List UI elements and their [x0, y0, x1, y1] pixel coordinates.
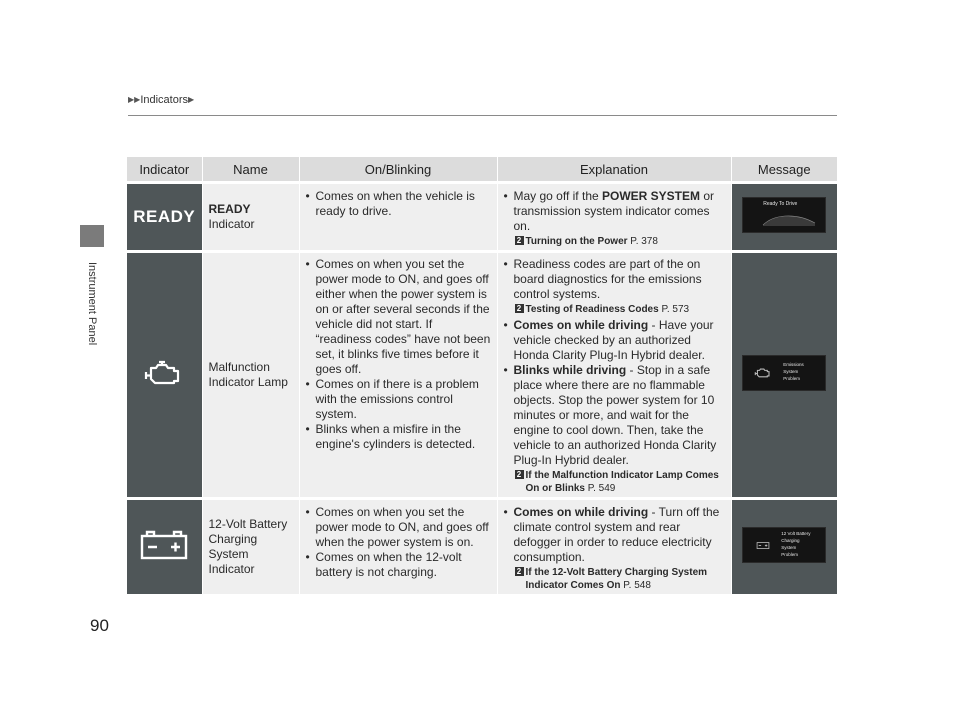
- header-message: Message: [731, 157, 837, 181]
- engine-icon: [143, 359, 185, 387]
- page-number: 90: [90, 616, 109, 635]
- name-rest: Indicator: [208, 217, 255, 231]
- on-blinking-cell: [299, 184, 497, 250]
- name-cell: [202, 184, 299, 250]
- message-line: System: [783, 368, 799, 374]
- list-item: • Readiness codes are part of the on board diagnostics for the emissions control systems.: [502, 257, 727, 302]
- indicator-icon-cell: [127, 253, 202, 497]
- name-cell: [202, 253, 299, 497]
- breadcrumb-arrow-icon: ▶▶: [128, 95, 141, 104]
- list-item: • Comes on when the 12-volt battery is not charging.: [304, 550, 491, 580]
- reference-arrow-icon: 2: [515, 567, 524, 576]
- message-line: Problem: [781, 551, 799, 557]
- message-display: [743, 528, 825, 562]
- name-cell: [202, 500, 299, 594]
- message-line: Emissions: [783, 361, 804, 367]
- list-item: • Blinks when a misfire in the engine's cylinders is detected.: [304, 422, 491, 452]
- section-side-label: Instrument Panel: [86, 262, 98, 346]
- indicator-icon-cell: [127, 500, 202, 594]
- breadcrumb: [128, 94, 194, 106]
- message-line: Charging: [781, 537, 800, 543]
- header-rule: [128, 115, 837, 116]
- page-reference[interactable]: 2 Testing of Readiness Codes P. 573: [502, 303, 727, 316]
- message-line: Problem: [783, 375, 801, 381]
- indicator-table: [127, 157, 837, 594]
- reference-arrow-icon: 2: [515, 236, 524, 245]
- page-reference[interactable]: 2 Turning on the Power P. 378: [502, 235, 727, 248]
- message-cell: [731, 500, 837, 594]
- list-item: • Comes on when the vehicle is ready to drive.: [304, 189, 491, 219]
- name-bold: READY: [208, 202, 251, 216]
- list-item: • Comes on while driving - Turn off the climate control system and rear defogger in order to reduce electricity consumption.: [502, 505, 727, 565]
- table-row: [127, 184, 837, 250]
- message-line: 12 Volt Battery: [781, 530, 811, 536]
- list-item: • Comes on if there is a problem with the emissions control system.: [304, 377, 491, 422]
- breadcrumb-label: Indicators: [140, 94, 189, 106]
- table-row: [127, 500, 837, 594]
- message-text: Ready To Drive: [763, 200, 798, 207]
- header-indicator: Indicator: [127, 157, 202, 181]
- explanation-cell: [497, 253, 731, 497]
- message-display: [743, 356, 825, 390]
- list-item: • Comes on while driving - Have your vehicle checked by an authorized Honda Clarity Plug-In Hybrid dealer.: [502, 318, 727, 363]
- indicator-name: 12-Volt Battery Charging System Indicator: [208, 517, 288, 576]
- header-name: Name: [202, 157, 299, 181]
- reference-arrow-icon: 2: [515, 470, 524, 479]
- on-blinking-cell: [299, 500, 497, 594]
- breadcrumb-arrow-icon: ▶: [188, 95, 195, 104]
- explanation-cell: [497, 500, 731, 594]
- battery-icon: [138, 530, 190, 560]
- ready-indicator-cell: [127, 184, 202, 250]
- table-header-row: [127, 157, 837, 181]
- car-silhouette-icon: [761, 211, 817, 229]
- list-item: • Blinks while driving - Stop in a safe place where there are no flammable objects. Stop the power system for 10 minutes or more, and wait for the engine to cool down. Then, take the vehicle to an authorized Honda Clarity Plug-In Hybrid dealer.: [502, 363, 727, 468]
- header-explanation: Explanation: [497, 157, 731, 181]
- message-line: System: [781, 544, 797, 550]
- list-item: • Comes on when you set the power mode to ON, and goes off when the power system is on.: [304, 505, 491, 550]
- list-item: • Comes on when you set the power mode to ON, and goes off either when the power system is on or after several seconds if the vehicle did not start. If “readiness codes” have not been set, it blinks five times before it goes off.: [304, 257, 491, 377]
- battery-icon: [756, 540, 770, 550]
- engine-icon: [754, 366, 772, 379]
- ready-badge-icon: READY: [133, 207, 196, 226]
- page-reference[interactable]: 2 If the Malfunction Indicator Lamp Comes On or Blinks P. 549: [502, 469, 727, 495]
- list-item: • May go off if the POWER SYSTEM or transmission system indicator comes on.: [502, 189, 727, 234]
- message-cell: [731, 184, 837, 250]
- on-blinking-cell: [299, 253, 497, 497]
- reference-arrow-icon: 2: [515, 304, 524, 313]
- message-cell: [731, 253, 837, 497]
- page-reference[interactable]: 2 If the 12-Volt Battery Charging System Indicator Comes On P. 548: [502, 566, 727, 592]
- message-display: [743, 198, 825, 232]
- section-tab-marker: [80, 225, 104, 247]
- indicator-name: Malfunction Indicator Lamp: [208, 360, 288, 389]
- header-on-blinking: On/Blinking: [299, 157, 497, 181]
- explanation-cell: [497, 184, 731, 250]
- table-row: [127, 253, 837, 497]
